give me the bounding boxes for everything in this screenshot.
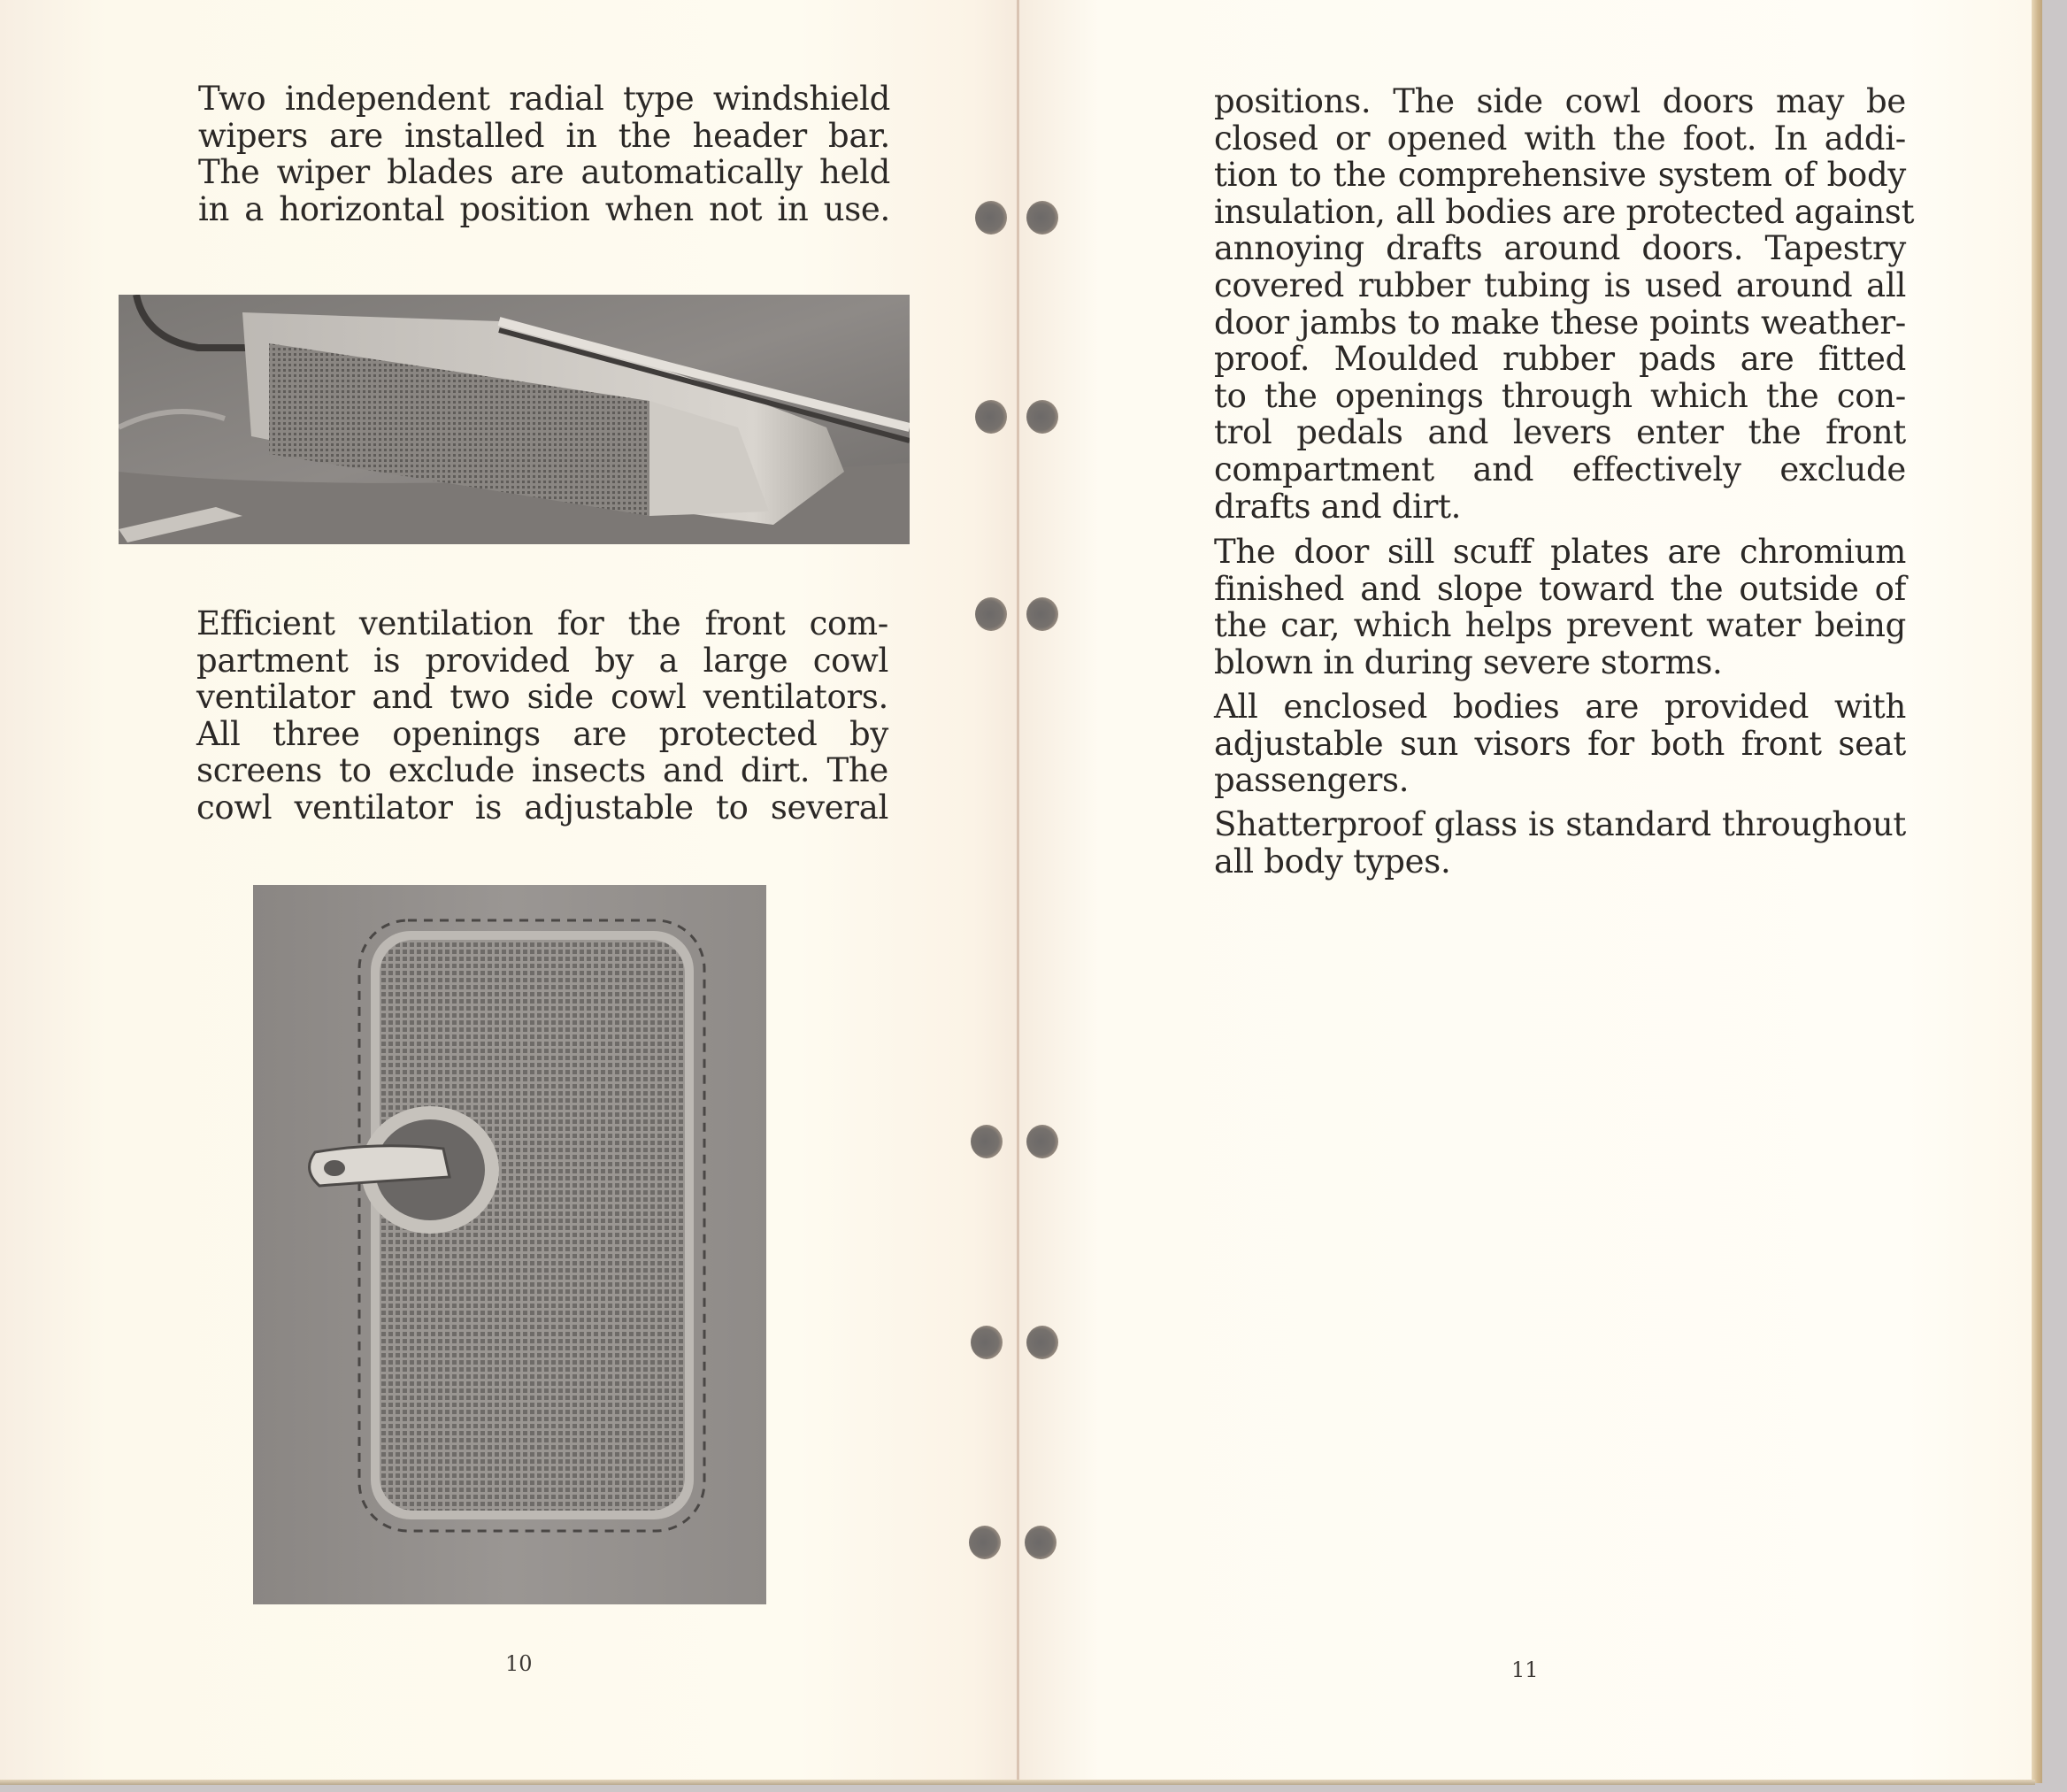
right-paragraph-cowl-doors xyxy=(1214,82,1915,526)
binding-hole-icon xyxy=(1026,597,1058,631)
page-edge xyxy=(0,1780,2035,1785)
text-line: insulation, all bodies are protected against xyxy=(1214,192,1915,231)
text-line: covered rubber tubing is used around all xyxy=(1214,265,1906,304)
binding-hole-icon xyxy=(971,1326,1003,1359)
text-line: The door sill scuff plates are chromium xyxy=(1214,533,1906,571)
text-line: in a horizontal position when not in use. xyxy=(198,189,890,228)
spine-fold xyxy=(1017,0,1019,1783)
text-line: ventilator and two side cowl ventilators. xyxy=(196,678,888,717)
text-line: drafts and dirt. xyxy=(1214,487,1462,526)
right-paragraph-sun-visors xyxy=(1214,688,1906,799)
right-paragraph-shatterproof-glass xyxy=(1214,806,1906,880)
text-line: Shatterproof glass is standard throughout xyxy=(1214,805,1906,843)
binding-hole-icon xyxy=(971,1125,1003,1158)
text-line: tion to the comprehensive system of body xyxy=(1214,156,1906,195)
text-line: door jambs to make these points weather- xyxy=(1214,303,1906,342)
text-line: passengers. xyxy=(1214,761,1410,800)
text-line: Two independent radial type windshield xyxy=(198,80,890,118)
text-line: screens to exclude insects and dirt. The xyxy=(196,751,888,790)
page-edge xyxy=(2032,0,2042,1783)
text-line: all body types. xyxy=(1214,842,1451,881)
text-line: adjustable sun visors for both front seat xyxy=(1214,724,1906,763)
text-line: blown in during severe storms. xyxy=(1214,642,1723,681)
text-line: annoying drafts around doors. Tapestry xyxy=(1214,229,1906,268)
binding-hole-icon xyxy=(975,400,1007,434)
binding-hole-icon xyxy=(1026,1326,1058,1359)
binding-hole-icon xyxy=(975,597,1007,631)
text-line: closed or opened with the foot. In addi- xyxy=(1214,119,1906,158)
binding-hole-icon xyxy=(969,1526,1001,1559)
text-line: proof. Moulded rubber pads are fitted xyxy=(1214,340,1906,379)
left-paragraph-wipers xyxy=(198,81,890,227)
text-line: to the openings through which the con- xyxy=(1214,376,1906,415)
page-number-right: 11 xyxy=(1511,1657,1539,1682)
text-line: trol pedals and levers enter the front xyxy=(1214,413,1906,452)
page-number-left: 10 xyxy=(505,1651,533,1676)
text-line: wipers are installed in the header bar. xyxy=(198,116,890,155)
side-cowl-ventilator-photo-icon xyxy=(253,885,766,1604)
text-line: finished and slope toward the outside of xyxy=(1214,569,1906,608)
text-line: All three openings are protected by xyxy=(196,714,888,753)
text-line: partment is provided by a large cowl xyxy=(196,641,888,680)
binding-hole-icon xyxy=(1026,1125,1058,1158)
photo-cowl-ventilator xyxy=(119,295,910,544)
left-paragraph-ventilation xyxy=(196,605,888,827)
text-line: compartment and effectively exclude xyxy=(1214,450,1906,488)
photo-side-cowl-ventilator xyxy=(253,885,766,1604)
binding-hole-icon xyxy=(1025,1526,1057,1559)
right-paragraph-scuff-plates xyxy=(1214,534,1906,681)
text-line: the car, which helps prevent water being xyxy=(1214,606,1906,645)
cowl-ventilator-photo-icon xyxy=(119,295,910,544)
text-line: positions. The side cowl doors may be xyxy=(1214,82,1906,120)
text-line: The wiper blades are automatically held xyxy=(198,153,890,192)
text-line: All enclosed bodies are provided with xyxy=(1214,688,1906,726)
binding-hole-icon xyxy=(1026,201,1058,235)
text-line: Efficient ventilation for the front com- xyxy=(196,604,888,642)
text-line: cowl ventilator is adjustable to several xyxy=(196,788,888,827)
binding-hole-icon xyxy=(1026,400,1058,434)
binding-hole-icon xyxy=(975,201,1007,235)
